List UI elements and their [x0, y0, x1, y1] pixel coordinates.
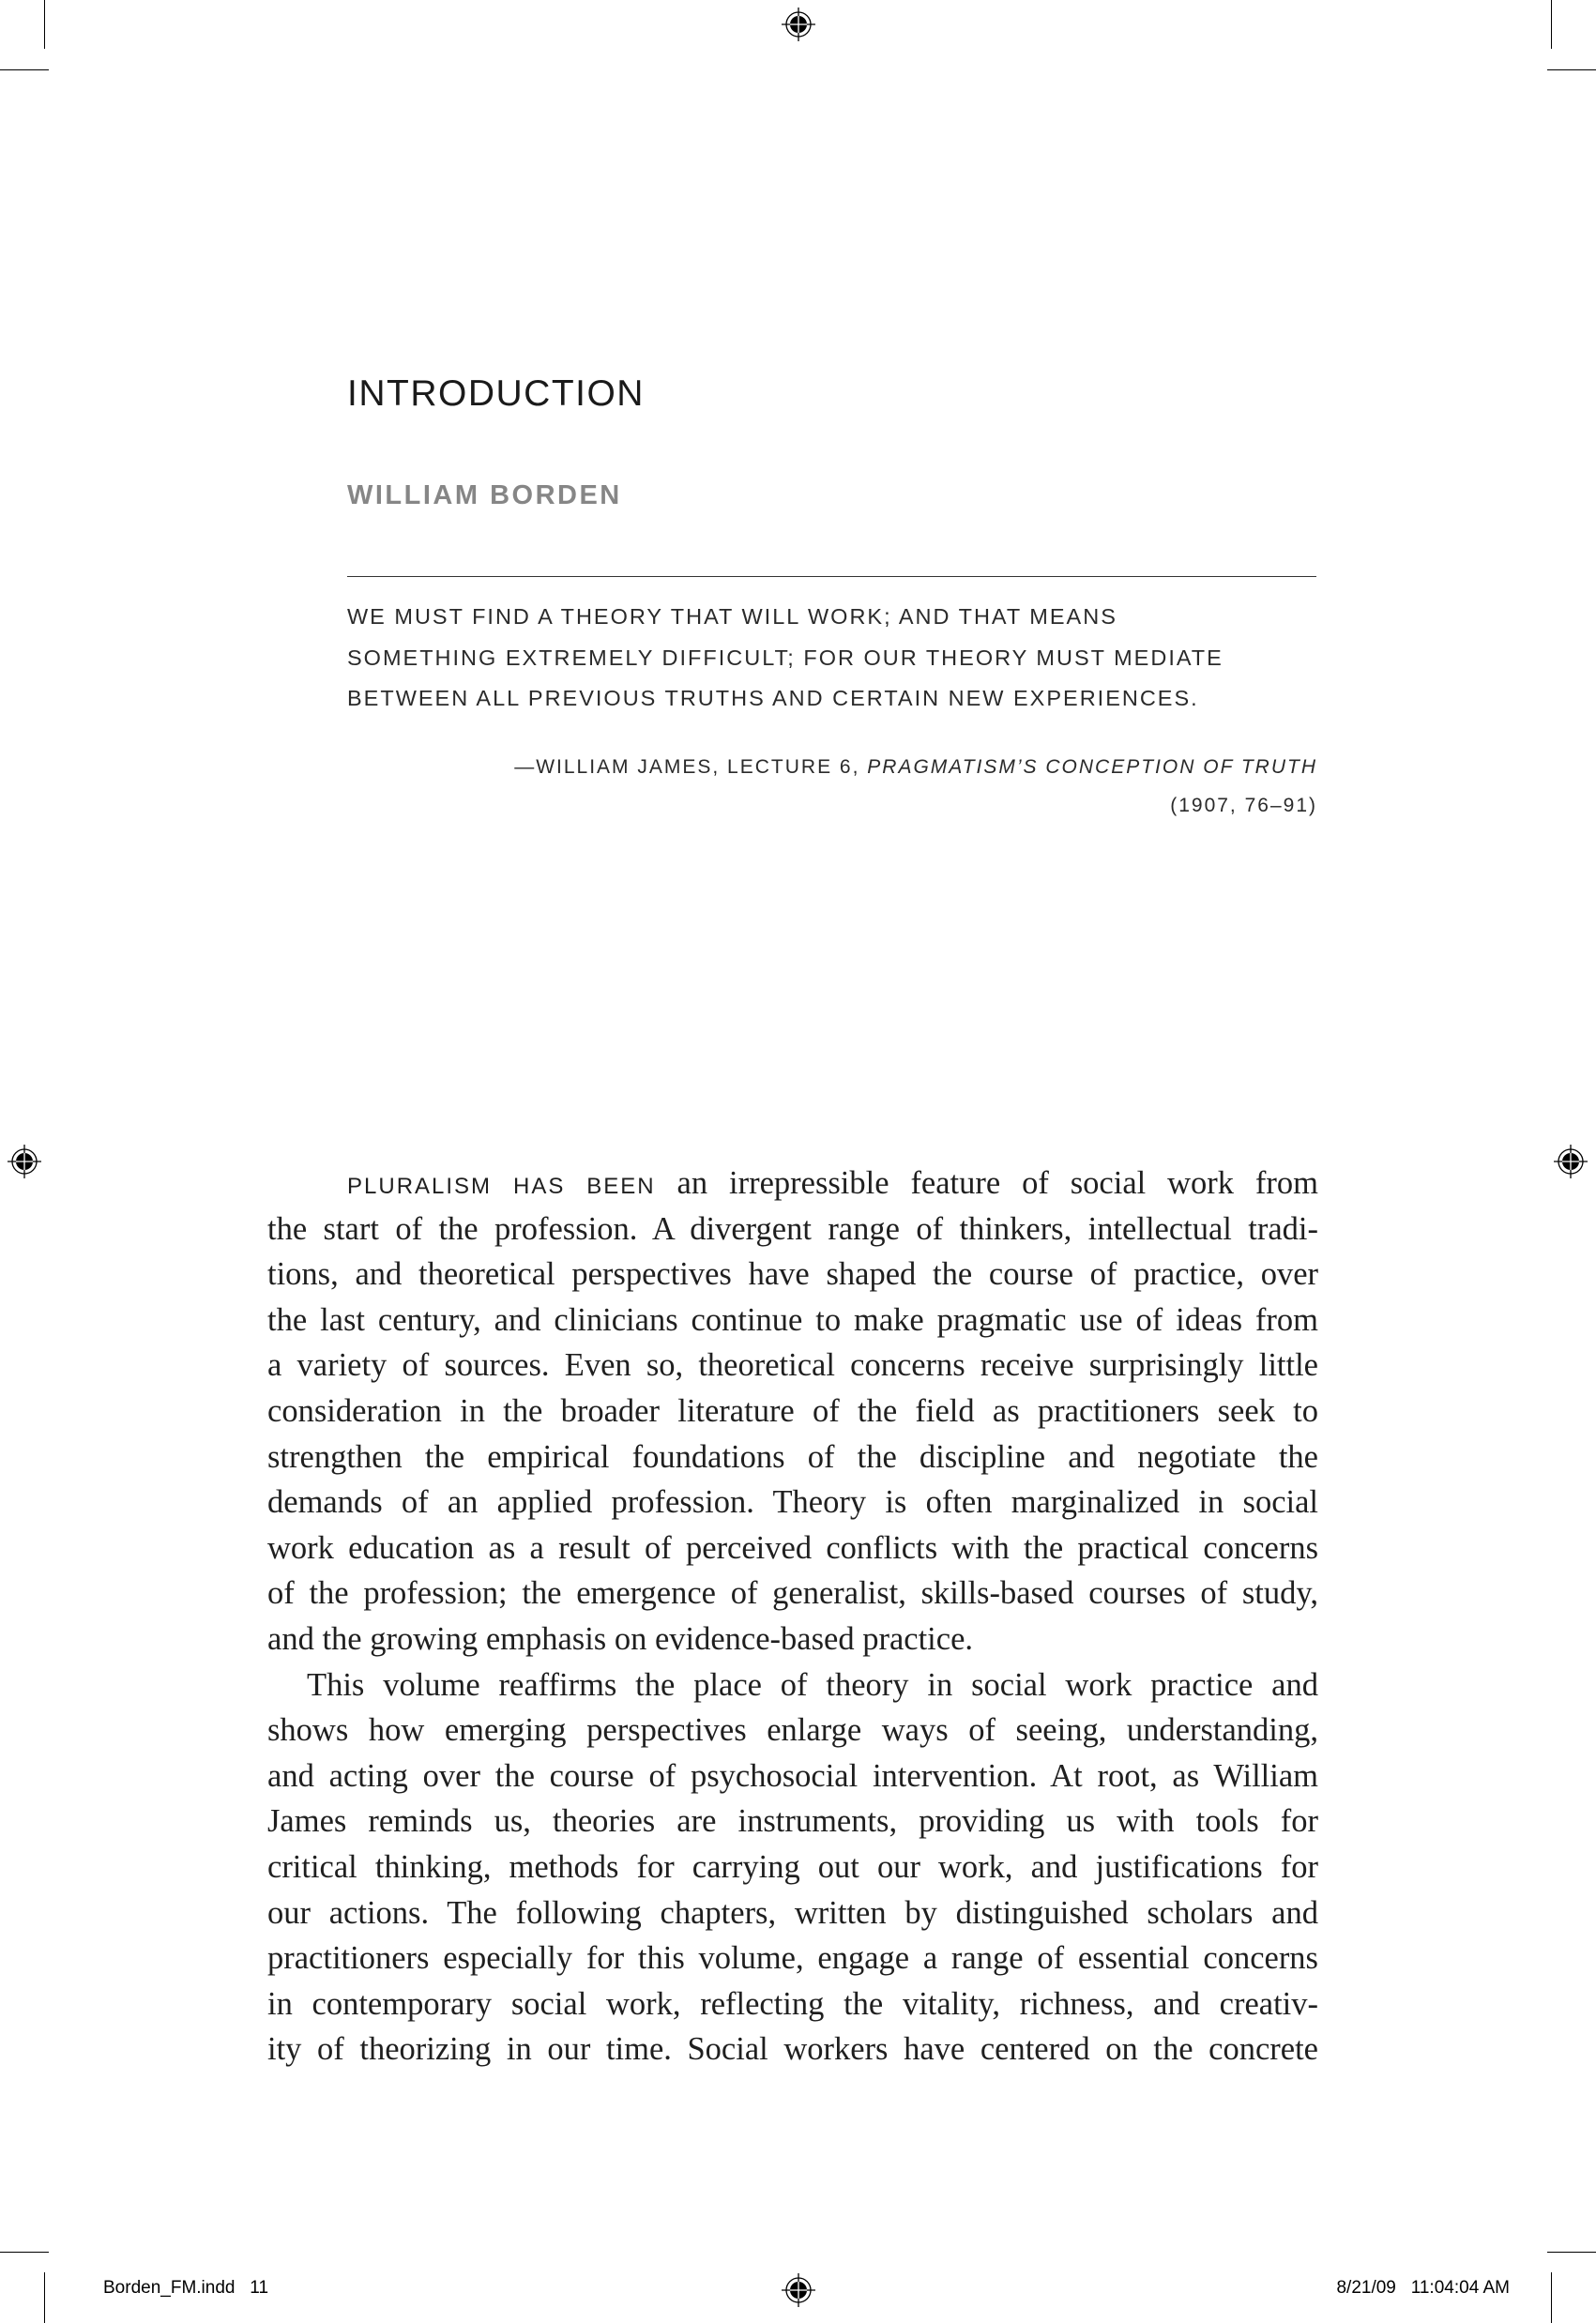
- body-line: strengthen the empirical foundations of the discipline and negotiate the: [267, 1438, 1318, 1475]
- body-text: [267, 1161, 1318, 2072]
- body-line: our actions. The following chapters, written by distinguished scholars and: [267, 1894, 1318, 1931]
- body-line: work education as a result of perceived conflicts with the practical concerns: [267, 1529, 1318, 1566]
- epigraph-line: WE MUST FIND A THEORY THAT WILL WORK; AND THAT MEANS: [347, 604, 1117, 629]
- crop-mark-top-right-horizontal: [1547, 69, 1596, 70]
- body-line: consideration in the broader literature of the field as practitioners seek to: [267, 1392, 1318, 1429]
- body-line: James reminds us, theories are instruments, providing us with tools for: [267, 1803, 1318, 1840]
- slug-filename: Borden_FM.indd 11: [103, 2278, 269, 2298]
- epigraph-line: BETWEEN ALL PREVIOUS TRUTHS AND CERTAIN NEW EXPERIENCES.: [347, 686, 1199, 710]
- epigraph-attribution: [514, 748, 1317, 825]
- body-line: tions, and theoretical perspectives have shaped the course of practice, over: [267, 1256, 1318, 1293]
- registration-target-icon: [1552, 1143, 1589, 1180]
- body-line: ity of theorizing in our time. Social workers have centered on the concrete: [267, 2031, 1318, 2068]
- attribution-source: [514, 748, 1317, 786]
- body-line: the start of the profession. A divergent range of thinkers, intellectual tradi-: [267, 1210, 1318, 1247]
- body-line: the last century, and clinicians continue to make pragmatic use of ideas from: [267, 1301, 1318, 1338]
- registration-target-icon: [780, 2271, 817, 2309]
- body-line: critical thinking, methods for carrying out our work, and justifications for: [267, 1848, 1318, 1885]
- body-line: and acting over the course of psychosocial intervention. At root, as William: [267, 1757, 1318, 1794]
- attribution-author: —WILLIAM JAMES, LECTURE 6,: [514, 756, 868, 778]
- attribution-citation: (1907, 76–91): [1170, 795, 1317, 816]
- epigraph-line: SOMETHING EXTREMELY DIFFICULT; FOR OUR THEORY MUST MEDIATE: [347, 645, 1224, 670]
- body-line: practitioners especially for this volume, engage a range of essential concerns: [267, 1940, 1318, 1977]
- slug-timestamp: 8/21/09 11:04:04 AM: [1336, 2278, 1510, 2298]
- body-line: This volume reaffirms the place of theory in social work practice and: [307, 1666, 1318, 1703]
- body-line: of the profession; the emergence of generalist, skills-based courses of study,: [267, 1575, 1318, 1612]
- registration-target-icon: [6, 1143, 43, 1180]
- body-line: PLURALISM HAS BEEN an irrepressible feature of social work from: [347, 1165, 1318, 1201]
- chapter-author: WILLIAM BORDEN: [347, 480, 622, 510]
- body-line: in contemporary social work, reflecting the vitality, richness, and creativ-: [267, 1985, 1318, 2022]
- crop-mark-bottom-left-vertical: [44, 2272, 45, 2323]
- crop-mark-bottom-right-vertical: [1551, 2272, 1552, 2323]
- registration-target-icon: [780, 6, 817, 43]
- crop-mark-top-right-vertical: [1551, 0, 1552, 49]
- crop-mark-bottom-right-horizontal: [1547, 2252, 1596, 2253]
- crop-mark-top-left-horizontal: [0, 69, 49, 70]
- epigraph-quote: [347, 597, 1323, 720]
- epigraph-divider: [347, 576, 1316, 577]
- crop-mark-bottom-left-horizontal: [0, 2252, 49, 2253]
- body-line: a variety of sources. Even so, theoretical concerns receive surprisingly little: [267, 1347, 1318, 1384]
- crop-mark-top-left-vertical: [44, 0, 45, 49]
- lead-in-smallcaps: PLURALISM HAS BEEN: [347, 1174, 656, 1199]
- body-line: and the growing emphasis on evidence-based practice.: [267, 1620, 974, 1657]
- body-line: demands of an applied profession. Theory is often marginalized in social: [267, 1484, 1318, 1521]
- body-line: shows how emerging perspectives enlarge ways of seeing, understanding,: [267, 1712, 1318, 1749]
- attribution-work-title: PRAGMATISM’S CONCEPTION OF TRUTH: [867, 756, 1317, 778]
- chapter-title: INTRODUCTION: [347, 373, 645, 414]
